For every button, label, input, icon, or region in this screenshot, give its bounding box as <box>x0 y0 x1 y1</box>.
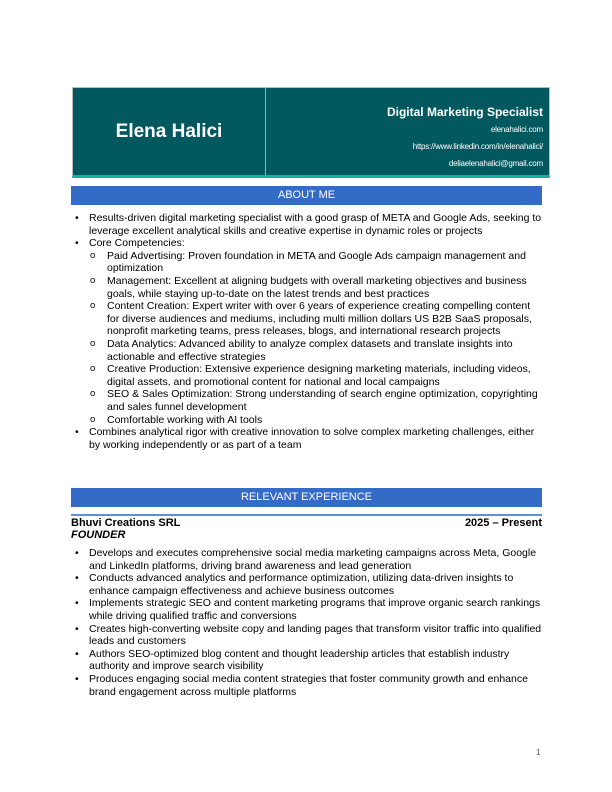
list-item <box>71 237 543 426</box>
list-item: • Implements strategic SEO and content marketing programs that improve organic search rankings while driving qualified traffic and conversions <box>71 597 543 622</box>
list-item: • Conducts advanced analytics and performance optimization, utilizing data-driven insights to enhance campaign effectiveness and achieve business outcomes <box>71 572 543 597</box>
job-role: FOUNDER <box>71 529 126 541</box>
linkedin-link[interactable]: https://www.linkedin.com/in/elenahalici/ <box>412 142 543 151</box>
about-heading: ABOUT ME <box>71 186 542 205</box>
candidate-name: Elena Halici <box>73 88 266 175</box>
list-item: o Creative Production: Extensive experience designing marketing materials, including videos, digital assets, and promotional content for national and local campaigns <box>71 363 543 388</box>
list-item-text: Core Competencies: <box>89 237 185 250</box>
job-dates: 2025 – Present <box>464 517 542 529</box>
list-item: o Content Creation: Expert writer with over 6 years of experience creating compelling content for diverse audiences and mediums, including multi million dollars US B2B SaaS proposals, nonprofit marketing teams, press releases, blogs, and international research projects <box>71 300 543 338</box>
list-item: o Comfortable working with AI tools <box>71 414 543 427</box>
list-item: • Creates high-converting website copy and landing pages that transform visitor traffic into qualified leads and customers <box>71 623 543 648</box>
list-item: o Data Analytics: Advanced ability to analyze complex datasets and translate insights into actionable and effective strategies <box>71 338 543 363</box>
list-item: • Combines analytical rigor with creative innovation to solve complex marketing challenges, either by working independently or as part of a team <box>71 426 543 451</box>
contact-block <box>266 88 549 175</box>
page-number: 1 <box>536 748 541 757</box>
experience-section <box>71 547 543 698</box>
about-section <box>71 212 543 451</box>
website-link[interactable]: elenahalici.com <box>490 125 543 134</box>
list-item: o Management: Excellent at aligning budgets with overall marketing objectives and business goals, while staying up-to-date on the latest trends and best practices <box>71 275 543 300</box>
job-header <box>71 514 542 529</box>
job-title: Digital Marketing Specialist <box>386 105 543 119</box>
competencies-list <box>71 250 543 426</box>
list-item: • Authors SEO-optimized blog content and thought leadership articles that establish industry authority and improve search visibility <box>71 648 543 673</box>
resume-header <box>72 87 550 178</box>
list-item: • Results-driven digital marketing specialist with a good grasp of META and Google Ads, seeking to leverage excellent analytical skills and creative expertise in dynamic roles or projects <box>71 212 543 237</box>
email-link[interactable]: deliaelenahalici@gmail.com <box>448 159 543 168</box>
list-item: o Paid Advertising: Proven foundation in META and Google Ads campaign management and optimization <box>71 250 543 275</box>
list-item: o SEO & Sales Optimization: Strong understanding of search engine optimization, copyrighting and sales funnel development <box>71 388 543 413</box>
list-item: • Develops and executes comprehensive social media marketing campaigns across Meta, Google and LinkedIn platforms, driving brand awareness and lead generation <box>71 547 543 572</box>
company-name: Bhuvi Creations SRL <box>71 517 181 529</box>
list-item: • Produces engaging social media content strategies that foster community growth and enhance brand engagement across multiple platforms <box>71 673 543 698</box>
experience-heading: RELEVANT EXPERIENCE <box>71 488 542 507</box>
